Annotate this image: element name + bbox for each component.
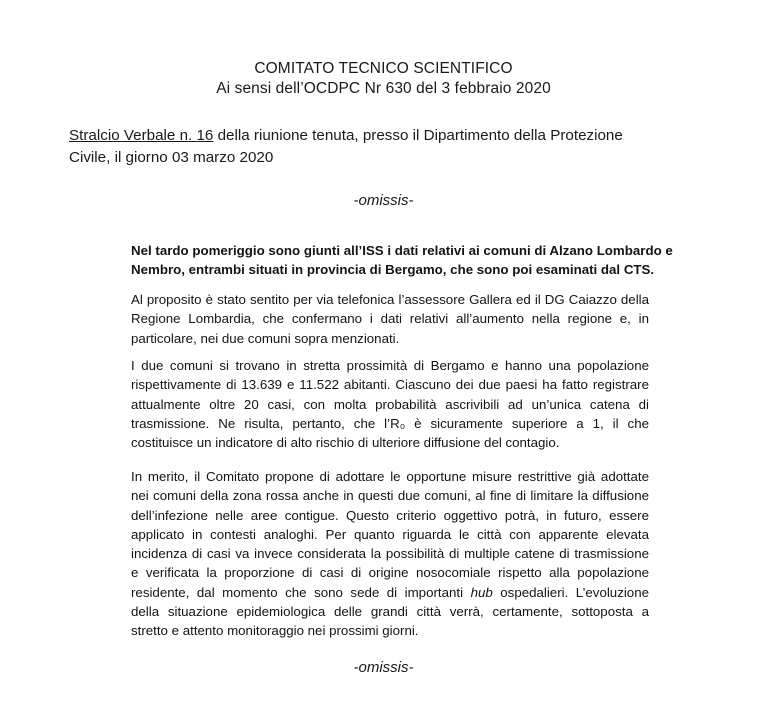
intro-line bbox=[69, 125, 729, 146]
verbale-reference: Stralcio Verbale n. 16 bbox=[69, 127, 214, 144]
intro-line-2: Civile, il giorno 03 marzo 2020 bbox=[69, 149, 274, 166]
text-line: particolare, nei due comuni sopra menzionati. bbox=[131, 330, 400, 346]
text-line: rispettivamente di 13.639 e 11.522 abitanti. Ciascuno dei due paesi ha fatto registrare bbox=[131, 377, 649, 393]
text-line: nei comuni della zona rossa anche in questi due comuni, al fine di limitare la diffusione bbox=[131, 488, 649, 504]
text-line: Regione Lombardia, che confermano i dati relativi all’aumento nella regione e, in bbox=[131, 311, 649, 327]
document-title: COMITATO TECNICO SCIENTIFICO bbox=[254, 60, 513, 77]
text-line: incidenza di casi va invece considerata la possibilità di multiple catene di trasmissione bbox=[131, 546, 649, 562]
excerpt-paragraph-2 bbox=[131, 290, 649, 348]
document-subtitle: Ai sensi dell’OCDPC Nr 630 del 3 febbraio 2020 bbox=[216, 80, 551, 97]
text-line: Al proposito è stato sentito per via telefonica l’assessore Gallera ed il DG Caiazzo della bbox=[131, 292, 649, 307]
omissis-marker-top: -omissis- bbox=[353, 192, 414, 209]
text-line: Nembro, entrambi situati in provincia di Bergamo, che sono poi esaminati dal CTS. bbox=[131, 262, 655, 278]
text-line: applicato in contesti analoghi. Per quanto riguarda le città con apparente elevata bbox=[131, 526, 649, 542]
text-line: costituisce un indicatore di alto rischio di ulteriore diffusione del contagio. bbox=[131, 435, 560, 451]
omissis-marker-bottom: -omissis- bbox=[353, 659, 414, 676]
hub-emphasis: hub bbox=[470, 584, 493, 600]
text-line: e verificata la proporzione di casi di origine nosocomiale rispetto alla popolazione bbox=[131, 565, 649, 581]
excerpt-paragraph-4 bbox=[131, 467, 649, 641]
text-line: dell’infezione nelle aree contigue. Questo criterio oggettivo potrà, in futuro, essere bbox=[131, 507, 649, 523]
text-line: della situazione epidemiologica delle grandi città verrà, certamente, sottoposta a bbox=[131, 604, 649, 620]
text-line: attualmente oltre 20 casi, con molta probabilità ascrivibili ad un’unica catena di bbox=[131, 396, 649, 412]
text-line: stretto e attento monitoraggio nei prossimi giorni. bbox=[131, 623, 419, 639]
text-line: residente, dal momento che sono sede di importanti hub ospedalieri. L’evoluzione bbox=[131, 584, 649, 600]
text-line: trasmissione. Ne risulta, pertanto, che l’R₀ è sicuramente superiore a 1, il che bbox=[131, 415, 649, 431]
excerpt-paragraph-3 bbox=[131, 356, 649, 452]
text-line: I due comuni si trovano in stretta prossimità di Bergamo e hanno una popolazione bbox=[131, 358, 649, 373]
text-line: In merito, il Comitato propone di adottare le opportune misure restrittive già adottate bbox=[131, 469, 649, 484]
intro-text: della riunione tenuta, presso il Dipartimento della Protezione bbox=[213, 127, 623, 144]
text-line: Nel tardo pomeriggio sono giunti all’ISS i dati relativi ai comuni di Alzano Lombardo e bbox=[131, 243, 673, 258]
excerpt-paragraph-1 bbox=[131, 241, 673, 280]
